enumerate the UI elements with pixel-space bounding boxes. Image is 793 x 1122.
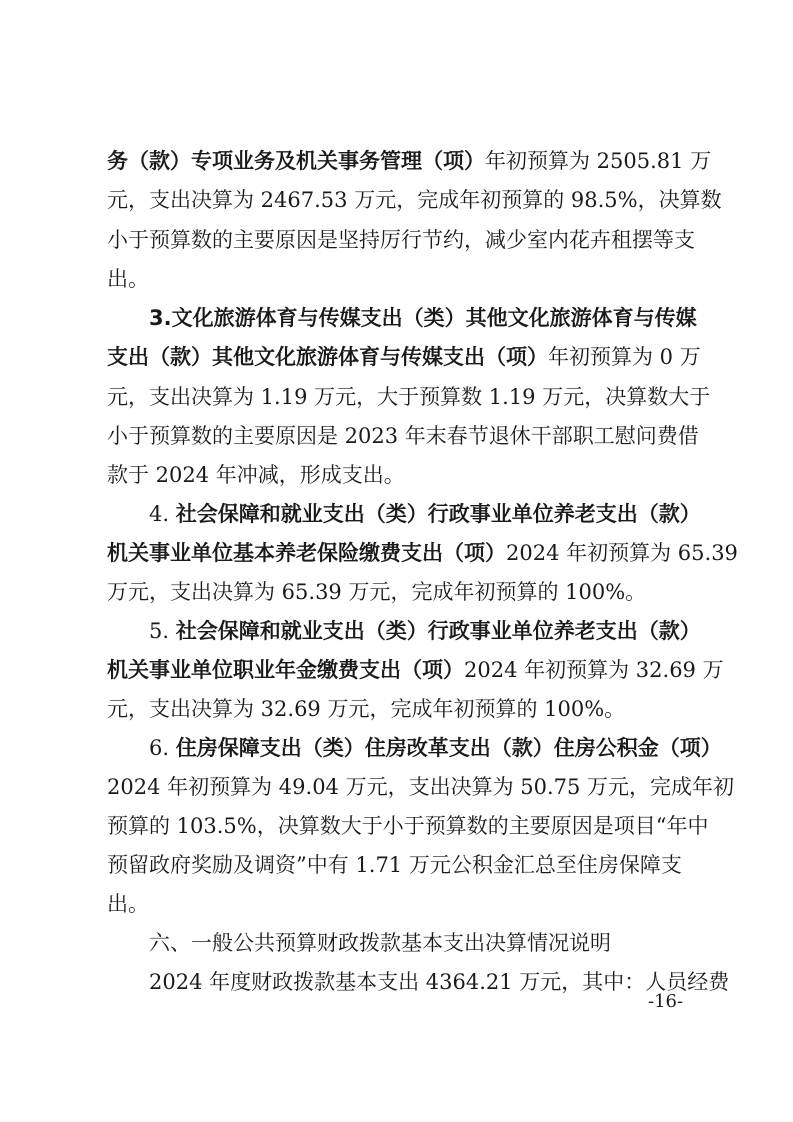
item-number: 5. [149, 619, 170, 643]
bold-text: 社会保障和就业支出（类）行政事业单位养老支出（款） [175, 619, 701, 643]
paragraph-line: 2024 年度财政拨款基本支出 4364.21 万元，其中：人员经费 [149, 970, 730, 994]
body-text: 2024 年初预算为 32.69 万 [464, 658, 724, 682]
paragraph-line: 预算的 103.5%，决算数大于小于预算数的主要原因是项目“年中 [107, 814, 709, 838]
item-number: 6. [149, 736, 170, 760]
bold-text: 住房保障支出（类）住房改革支出（款）住房公积金（项） [175, 736, 722, 760]
paragraph-line [107, 342, 701, 372]
paragraph-line: 出。 [107, 892, 149, 916]
section-heading: 六、一般公共预算财政拨款基本支出决算情况说明 [149, 931, 611, 955]
bold-text: 支出（款）其他文化旅游体育与传媒支出（项） [107, 345, 548, 369]
bold-text: 机关事业单位职业年金缴费支出（项） [107, 658, 464, 682]
paragraph-line: 2024 年初预算为 49.04 万元，支出决算为 50.75 万元，完成年初 [107, 775, 735, 799]
paragraph-line: 款于 2024 年冲减，形成支出。 [107, 463, 405, 487]
paragraph-line [107, 655, 724, 685]
paragraph-line [149, 499, 701, 529]
bold-text: 社会保障和就业支出（类）行政事业单位养老支出（款） [175, 502, 701, 526]
paragraph-line: 元，支出决算为 2467.53 万元，完成年初预算的 98.5%，决算数 [107, 188, 722, 212]
paragraph-line: 预留政府奖励及调资”中有 1.71 万元公积金汇总至住房保障支 [107, 853, 682, 877]
paragraph-line [149, 733, 722, 763]
paragraph-line: 元，支出决算为 1.19 万元，大于预算数 1.19 万元，决算数大于 [107, 385, 711, 409]
body-text: 年初预算为 2505.81 万 [485, 149, 712, 173]
body-text: 2024 年初预算为 65.39 [506, 541, 738, 565]
paragraph-line: 出。 [107, 267, 149, 291]
paragraph-line: 小于预算数的主要原因是坚持厉行节约，减少室内花卉租摆等支 [107, 228, 695, 252]
paragraph-line: 元，支出决算为 32.69 万元，完成年初预算的 100%。 [107, 697, 626, 721]
page-number: -16- [648, 991, 684, 1012]
body-text: 年初预算为 0 万 [548, 345, 701, 369]
item-number: 4. [149, 502, 170, 526]
paragraph-line: 小于预算数的主要原因是 2023 年末春节退休干部职工慰问费借 [107, 424, 699, 448]
paragraph-line [107, 538, 738, 568]
bold-text: 务（款）专项业务及机关事务管理（项） [107, 149, 485, 173]
paragraph-line: 3.文化旅游体育与传媒支出（类）其他文化旅游体育与传媒 [149, 306, 697, 330]
paragraph-line: 万元，支出决算为 65.39 万元，完成年初预算的 100%。 [107, 580, 647, 604]
paragraph-line [107, 146, 712, 176]
bold-text: 机关事业单位基本养老保险缴费支出（项） [107, 541, 506, 565]
paragraph-line [149, 616, 701, 646]
